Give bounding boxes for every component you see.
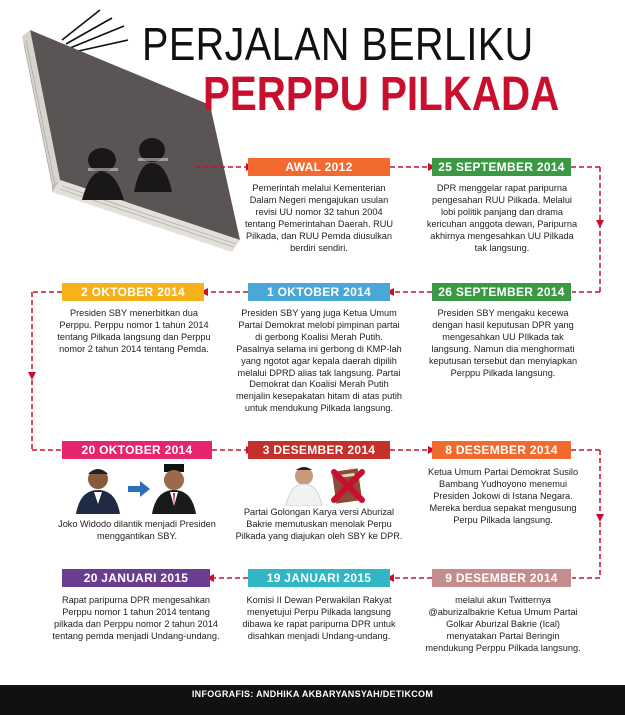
jokowi-face bbox=[164, 470, 184, 490]
event-date-3-desember-2014: 3 DESEMBER 2014 bbox=[248, 441, 390, 459]
event-text-20-januari-2015: Rapat paripurna DPR mengesahkan Perppu nomor 1 tahun 2014 tentang pilkada dan Perppu nomor 2 tahun 2014 tentang pemda menjadi Undang-undang. bbox=[52, 595, 220, 641]
event-date-20-januari-2015: 20 JANUARI 2015 bbox=[62, 569, 210, 587]
event-text-2-oktober-2014: Presiden SBY menerbitkan dua Perppu. Perppu nomor 1 tahun 2014 tentang Pilkada langsung dan Perppu nomor 2 tahun 2014 tentang Pemda. bbox=[57, 308, 211, 354]
event-text-19-januari-2015: Komisi II Dewan Perwakilan Rakyat menyetujui Perpu Pilkada langsung dibawa ke rapat paripurna DPR untuk disahkan menjadi Undang-undang. bbox=[242, 595, 396, 641]
event-text-awal-2012: Pemerintah melalui Kementerian Dalam Negeri mengajukan usulan revisi UU nomor 32 tahun 2004 tentang Pemerintahan Daerah. RUU Pilkada, dan RUU Pemda diusulkan berdiri sendiri. bbox=[244, 183, 394, 253]
event-date-26-september-2014: 26 SEPTEMBER 2014 bbox=[432, 283, 571, 301]
portrait-ical-rejects bbox=[284, 462, 380, 506]
event-date-20-oktober-2014: 20 OKTOBER 2014 bbox=[62, 441, 212, 459]
event-date-2-oktober-2014: 2 OKTOBER 2014 bbox=[62, 283, 204, 301]
event-text-20-oktober-2014: Joko Widodo dilantik menjadi Presiden menggantikan SBY. bbox=[58, 519, 216, 541]
event-text-26-september-2014: Presiden SBY mengaku kecewa dengan hasil keputusan DPR yang mengesahkan UU PIlkada tak langsung. Namun dia menghormati keputusan tersebut dan menyiapkan Perppu Pilkada langsung. bbox=[428, 308, 578, 378]
event-text-8-desember-2014: Ketua Umum Partai Demokrat Susilo Bambang Yudhoyono menemui Presiden Jokowi di Istana Negara. Mereka berdua sepakat mengusung Perpu Pilkada langsung. bbox=[427, 467, 579, 525]
event-text-9-desember-2014: melalui akun Twitternya @aburizalbakrie Ketua Umum Partai Golkar Aburizal Bakrie (Ical) menyatakan Partai Beringin mendukung Perppu Pilkada langsung. bbox=[425, 595, 581, 653]
title-line-2: PERPPU PILKADA bbox=[203, 68, 560, 121]
event-date-1-oktober-2014: 1 OKTOBER 2014 bbox=[248, 283, 390, 301]
event-date-19-januari-2015: 19 JANUARI 2015 bbox=[248, 569, 390, 587]
event-date-awal-2012: AWAL 2012 bbox=[248, 158, 390, 176]
event-text-3-desember-2014: Partai Golongan Karya versi Aburizal Bakrie memutuskan menolak Perpu Pilkada yang diajukan oleh SBY ke DPR. bbox=[235, 507, 403, 541]
footer-credit: INFOGRAFIS: ANDHIKA AKBARYANSYAH/DETIKCOM bbox=[191, 689, 434, 699]
event-text-25-september-2014: DPR menggelar rapat paripurna pengesahan RUU Pilkada. Melalui lobi politik panjang dan drama kericuhan anggota dewan, Paripurna akhirnya mengesahkan UU Pilkada tak langsung. bbox=[426, 183, 578, 253]
event-text-1-oktober-2014: Presiden SBY yang juga Ketua Umum Partai Demokrat melobi pimpinan partai di gerbong Koalisi Merah Putih. Pasalnya selama ini gerbong di KMP-lah yang ngotot agar kepala daerah dipilih melalui DPRD alias tak langsung. Partai Demokrat dan Koalisi Merah Putih menjalin kesepakatan hitam di atas putih untuk mendukung Pilkada langsung. bbox=[236, 308, 402, 414]
event-date-9-desember-2014: 9 DESEMBER 2014 bbox=[432, 569, 571, 587]
title-line-1: PERJALAN BERLIKU bbox=[142, 18, 534, 70]
event-date-8-desember-2014: 8 DESEMBER 2014 bbox=[432, 441, 571, 459]
portrait-sby-jokowi bbox=[74, 462, 198, 514]
event-date-25-september-2014: 25 SEPTEMBER 2014 bbox=[432, 158, 571, 176]
